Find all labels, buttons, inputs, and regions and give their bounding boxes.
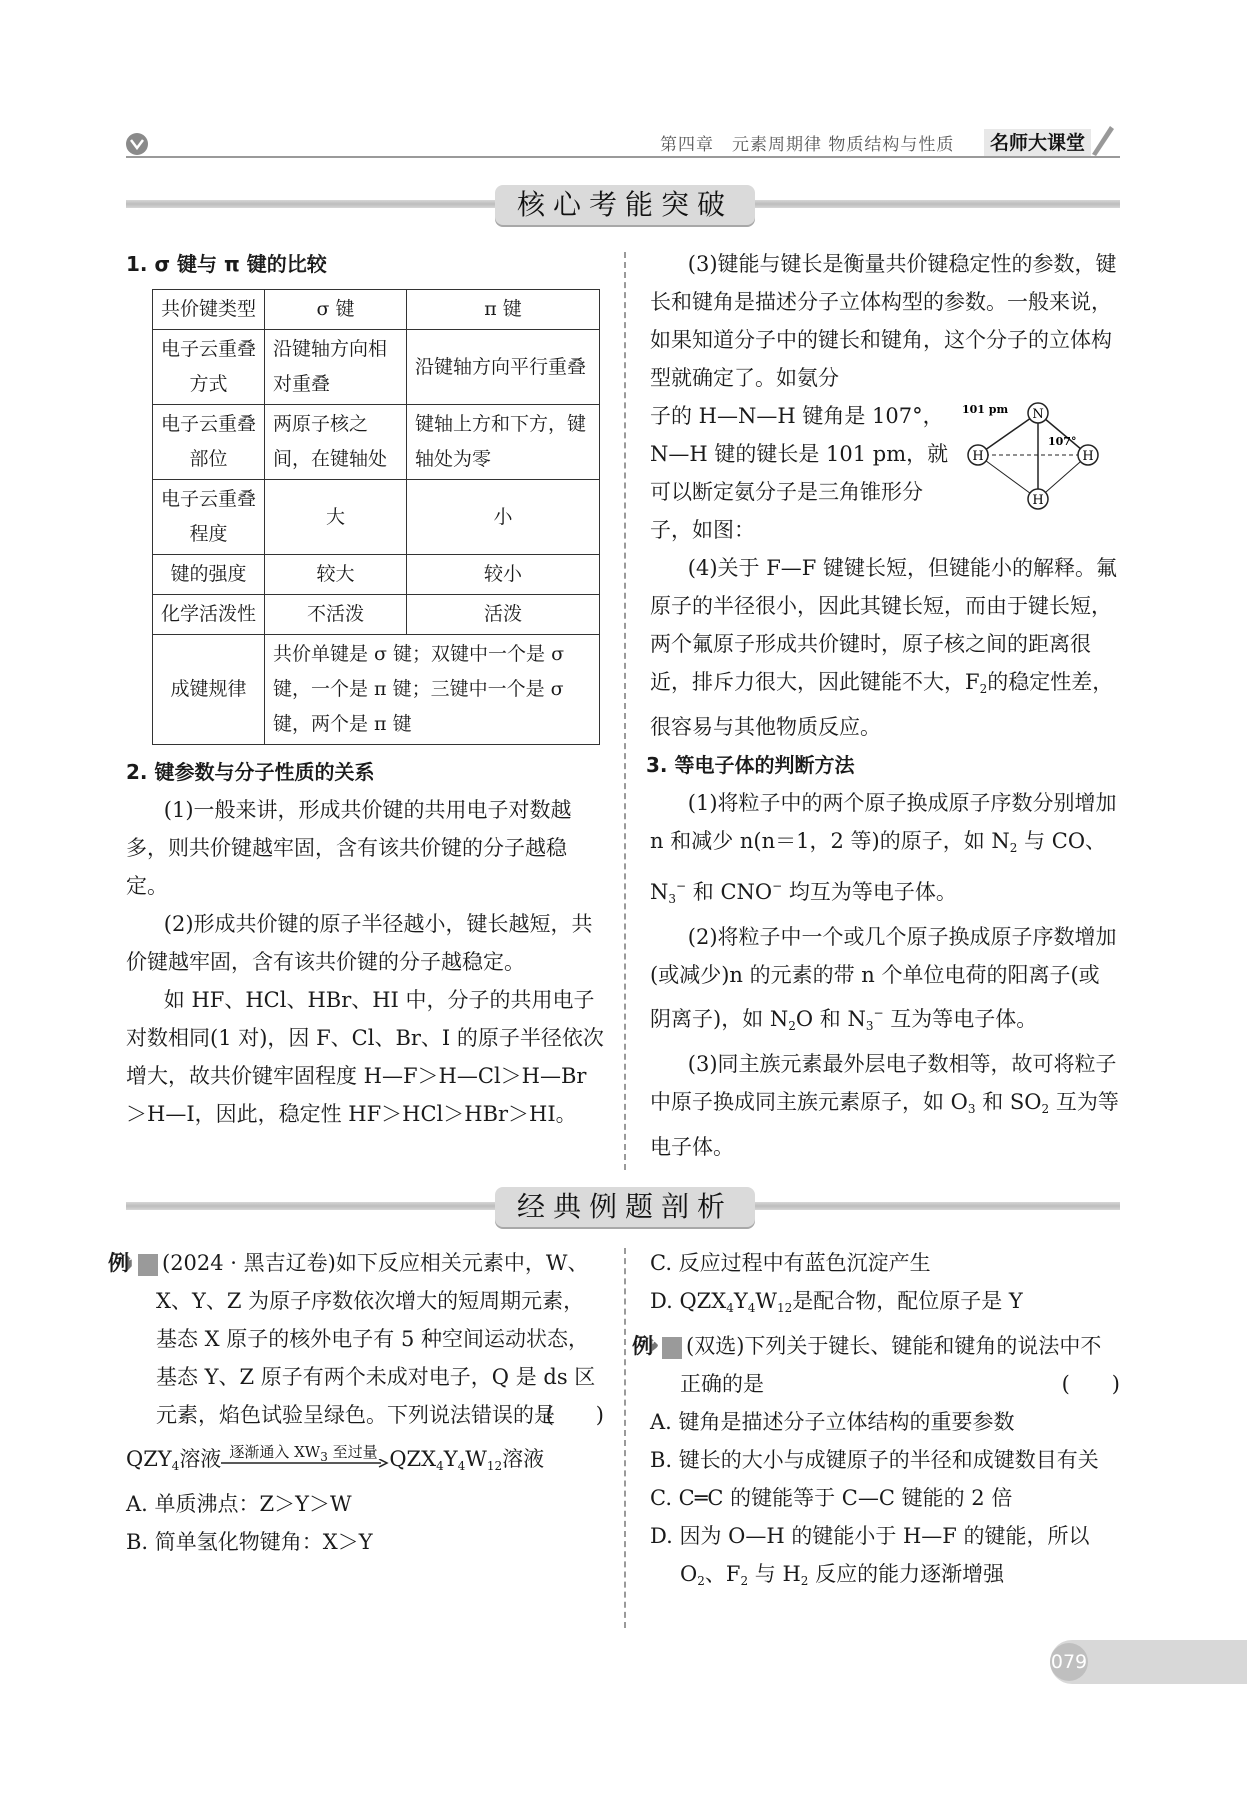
example-2 <box>632 1244 1120 1600</box>
table-cell: 化学活泼性 <box>153 595 265 635</box>
left-column <box>126 245 604 1133</box>
bond-length-label: 101 pm <box>962 403 1009 416</box>
table-cell: 大 <box>265 480 407 555</box>
section-title: 经典例题剖析 <box>495 1187 755 1227</box>
bond-comparison-table <box>152 289 600 745</box>
paragraph: (2)形成共价键的原子半径越小，键长越短，共价键越牢固，含有该共价键的分子越稳定。 <box>126 912 593 974</box>
heading-isoelectronic: 3. 等电子体的判断方法 <box>646 753 855 777</box>
column-divider <box>624 1248 626 1628</box>
paragraph: (1)将粒子中的两个原子换成原子序数分别增加 n 和减少 n(n＝1，2 等)的原子，如 $N_2$ 与 CO、$N_3^-$ 和 CNO− 均互为等电子体。 <box>650 791 1117 906</box>
table-cell: 电子云重叠部位 <box>153 405 265 480</box>
example-1-stem: 例1 (2024 · 黑吉辽卷)如下反应相关元素中，W、X、Y、Z 为原子序数依次增大的短周期元素，基态 X 原子的核外电子有 5 种空间运动状态，基态 Y、Z 原子有两个未成对电子，Q 是 ds 区元素，焰色试验呈绿色。下列说法错误的是 ( ) <box>108 1251 604 1427</box>
section-title: 核心考能突破 <box>495 185 755 225</box>
option: A. 单质沸点：Z＞Y＞W <box>126 1492 352 1516</box>
paragraph: (2)将粒子中一个或几个原子换成原子序数增加(或减少)n 的元素的带 n 个单位电荷的阳离子(或阴离子)，如 $N_2O$ 和 $N_3^-$ 互为等电子体。 <box>650 925 1117 1033</box>
chapter-title: 第四章 元素周期律 物质结构与性质 <box>660 135 955 155</box>
atom-label: H <box>1082 449 1094 464</box>
option: C. C═C 的键能等于 C—C 键能的 2 倍 <box>650 1486 1013 1510</box>
paragraph: (1)一般来讲，形成共价键的共用电子对数越多，则共价键越牢固，含有该共价键的分子越稳定。 <box>126 798 572 898</box>
option: C. 反应过程中有蓝色沉淀产生 <box>650 1251 931 1275</box>
table-cell: 沿键轴方向平行重叠 <box>407 330 600 405</box>
table-cell: 活泼 <box>407 595 600 635</box>
table-cell: 较大 <box>265 555 407 595</box>
atom-label: H <box>1032 493 1044 508</box>
column-divider <box>624 252 626 1170</box>
example-2-stem: 例2 (双选)下列关于键长、键能和键角的说法中不正确的是 ( ) <box>632 1334 1120 1396</box>
reaction-equation: $QZY_4$溶液 逐渐通入 $XW_3$ 至过量 $QZX_4Y_4W_{12}$溶液 <box>126 1442 545 1473</box>
chapter-badge-icon <box>126 133 148 155</box>
header-rule <box>126 156 1120 158</box>
table-cell: 共价单键是 σ 键；双键中一个是 σ 键，一个是 π 键；三键中一个是 σ 键，两个是 π 键 <box>265 635 600 745</box>
table-cell: 沿键轴方向相对重叠 <box>265 330 407 405</box>
option: D. $QZX_4Y_4W_{12}$是配合物，配位原子是 Y <box>650 1289 1023 1315</box>
table-cell: 较小 <box>407 555 600 595</box>
paragraph: 如 HF、HCl、HBr、HI 中，分子的共用电子对数相同(1 对)，因 F、Cl、Br、I 的原子半径依次增大，故共价键牢固程度 H—F＞H—Cl＞H—Br＞H—I，因此，稳定性 HF＞HCl＞HBr＞HI。 <box>126 988 604 1126</box>
reaction-arrow: 逐渐通入 $XW_3$ 至过量 <box>221 1451 389 1471</box>
option: A. 键角是描述分子立体结构的重要参数 <box>650 1410 1015 1434</box>
paragraph: (3)键能与键长是衡量共价键稳定性的参数，键长和键角是描述分子立体构型的参数。一般来说，如果知道分子中的键长和键角，这个分子的立体构型就确定了。如氨分 <box>650 252 1117 390</box>
paragraph: (4)关于 F—F 键键长短，但键能小的解释。氟原子的半径很小，因此其键长短，而由于键长短，两个氟原子形成共价键时，原子核之间的距离很近，排斥力很大，因此键能不大，$F_2$的稳定性差，很容易与其他物质反应。 <box>650 556 1118 739</box>
table-header: σ 键 <box>265 290 407 330</box>
table-cell: 键轴上方和下方，键轴处为零 <box>407 405 600 480</box>
brand-label: 名师大课堂 <box>984 129 1091 157</box>
table-cell: 键的强度 <box>153 555 265 595</box>
example-1 <box>108 1244 604 1561</box>
table-header: 共价键类型 <box>153 290 265 330</box>
bond-angle-label: 107° <box>1048 435 1077 448</box>
table-cell: 两原子核之间，在键轴处 <box>265 405 407 480</box>
table-cell: 不活泼 <box>265 595 407 635</box>
option: D. 因为 O—H 的键能小于 H—F 的键能，所以 $O_2$、$F_2$ 与 $H_2$ 反应的能力逐渐增强 <box>650 1524 1090 1588</box>
atom-label: N <box>1032 407 1044 422</box>
table-cell: 电子云重叠程度 <box>153 480 265 555</box>
paragraph: (3)同主族元素最外层电子数相等，故可将粒子中原子换成同主族元素原子，如 $O_3$ 和 $SO_2$ 互为等电子体。 <box>650 1052 1119 1159</box>
table-header: π 键 <box>407 290 600 330</box>
table-cell: 成键规律 <box>153 635 265 745</box>
paragraph: 子的 H—N—H 键角是 107°，N—H 键的键长是 101 pm，就可以断定氨分子是三角锥形分子，如图： <box>650 404 949 542</box>
right-column <box>646 245 1120 1166</box>
option: B. 键长的大小与成键原子的半径和成键数目有关 <box>650 1448 1099 1472</box>
page-number: 079 <box>1050 1643 1088 1681</box>
table-cell: 电子云重叠方式 <box>153 330 265 405</box>
option: B. 简单氢化物键角：X＞Y <box>126 1530 373 1554</box>
heading-bond-params: 2. 键参数与分子性质的关系 <box>126 760 375 784</box>
ammonia-structure-diagram <box>958 399 1118 519</box>
pen-icon <box>1088 122 1116 158</box>
atom-label: H <box>972 449 984 464</box>
heading-sigma-pi: 1. σ 键与 π 键的比较 <box>126 252 327 276</box>
table-cell: 小 <box>407 480 600 555</box>
